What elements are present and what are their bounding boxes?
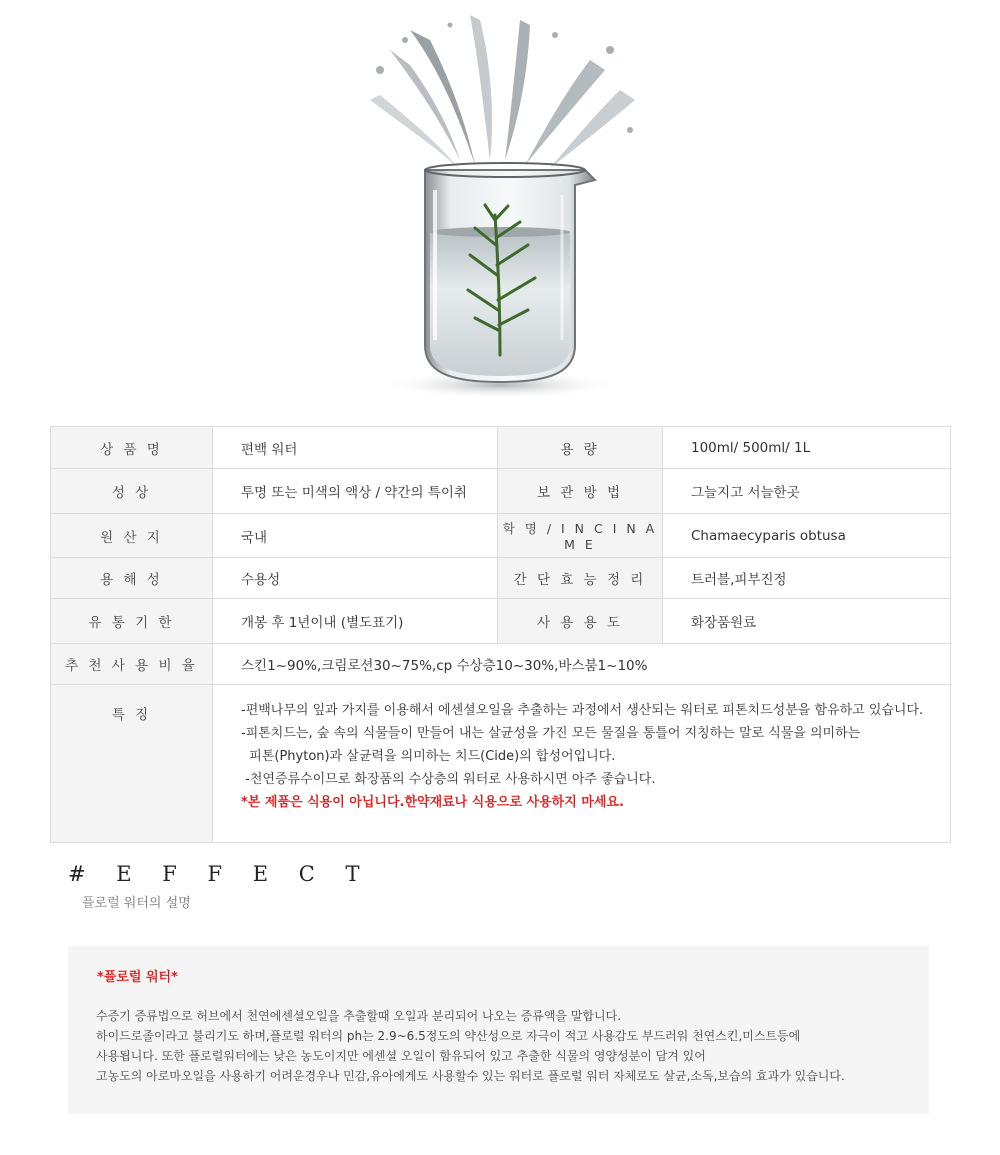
spec-value: 수용성: [213, 558, 498, 599]
effect-description-box: [68, 946, 929, 1114]
spec-label: 간 단 효 능 정 리: [498, 558, 663, 599]
spec-row: [51, 514, 951, 558]
spec-value: 편백 워터: [213, 427, 498, 469]
spec-label: 유 통 기 한: [51, 599, 213, 644]
feature-line: -편백나무의 잎과 가지를 이용해서 에센셜오일을 추출하는 과정에서 생산되는 워터로 피톤치드성분을 함유하고 있습니다.: [241, 703, 924, 718]
effect-line: 사용됩니다. 또한 플로럴워터에는 낮은 농도이지만 에센셜 오일이 함유되어 있고 추출한 식물의 영양성분이 담겨 있어: [96, 1049, 706, 1063]
spec-row: [51, 558, 951, 599]
feature-line: -피톤치드는, 숲 속의 식물들이 만들어 내는 살균성을 가진 모든 물질을 통틀어 지칭하는 말로 식물을 의미하는: [241, 726, 861, 741]
effect-title: # E F F E C T: [68, 862, 372, 886]
feature-warning: *본 제품은 식용이 아닙니다.한약재료나 식용으로 사용하지 마세요.: [241, 795, 624, 810]
spec-row: [51, 469, 951, 514]
spec-row-ratio: [51, 644, 951, 685]
effect-line: 수증기 증류법으로 허브에서 천연에센셜오일을 추출할때 오일과 분리되어 나오는 증류액을 말합니다.: [96, 1009, 622, 1023]
feature-line: -천연증류수이므로 화장품의 수상층의 워터로 사용하시면 아주 좋습니다.: [241, 772, 656, 787]
spec-value: 화장품원료: [663, 599, 951, 644]
spec-label: 특 징: [51, 685, 213, 843]
beaker-icon: [425, 163, 595, 382]
product-hero-image: [350, 10, 650, 405]
effect-box-body: [96, 1006, 845, 1086]
spec-value-ratio: 스킨1~90%,크림로션30~75%,cp 수상층10~30%,바스붐1~10%: [213, 644, 951, 685]
effect-line: 고농도의 아로마오일을 사용하기 어려운경우나 민감,유아에게도 사용할수 있는 워터로 플로럴 워터 자체로도 살균,소독,보습의 효과가 있습니다.: [96, 1069, 845, 1083]
effect-line: 하이드로졸이라고 불리기도 하며,플로럴 워터의 ph는 2.9~6.5정도의 약산성으로 자극이 적고 사용감도 부드러워 천연스킨,미스트등에: [96, 1029, 801, 1043]
spec-value: Chamaecyparis obtusa: [663, 514, 951, 558]
water-splash-icon: [370, 15, 635, 170]
spec-label: 보 관 방 법: [498, 469, 663, 514]
spec-value: 100ml/ 500ml/ 1L: [663, 427, 951, 469]
spec-label: 원 산 지: [51, 514, 213, 558]
spec-label: 사 용 용 도: [498, 599, 663, 644]
spec-row: [51, 599, 951, 644]
spec-value-feature: [213, 685, 951, 843]
spec-row: [51, 427, 951, 469]
effect-subtitle: 플로럴 워터의 설명: [82, 896, 191, 911]
spec-value: 트러블,피부진정: [663, 558, 951, 599]
spec-value: 국내: [213, 514, 498, 558]
spec-label: 성 상: [51, 469, 213, 514]
spec-label: 용 해 성: [51, 558, 213, 599]
spec-row-feature: [51, 685, 951, 843]
spec-value: 그늘지고 서늘한곳: [663, 469, 951, 514]
spec-value: 개봉 후 1년이내 (별도표기): [213, 599, 498, 644]
spec-value: 투명 또는 미색의 액상 / 약간의 특이취: [213, 469, 498, 514]
spec-label: 용 량: [498, 427, 663, 469]
product-spec-table: [50, 426, 951, 843]
feature-line: 피톤(Phyton)과 살균력을 의미하는 치드(Cide)의 합성어입니다.: [241, 749, 616, 764]
spec-label: 상 품 명: [51, 427, 213, 469]
effect-box-title: *플로럴 워터*: [97, 970, 178, 985]
spec-label-inci-name: 학 명 / I N C I N A M E: [498, 514, 663, 558]
spec-label: 추 천 사 용 비 율: [51, 644, 213, 685]
